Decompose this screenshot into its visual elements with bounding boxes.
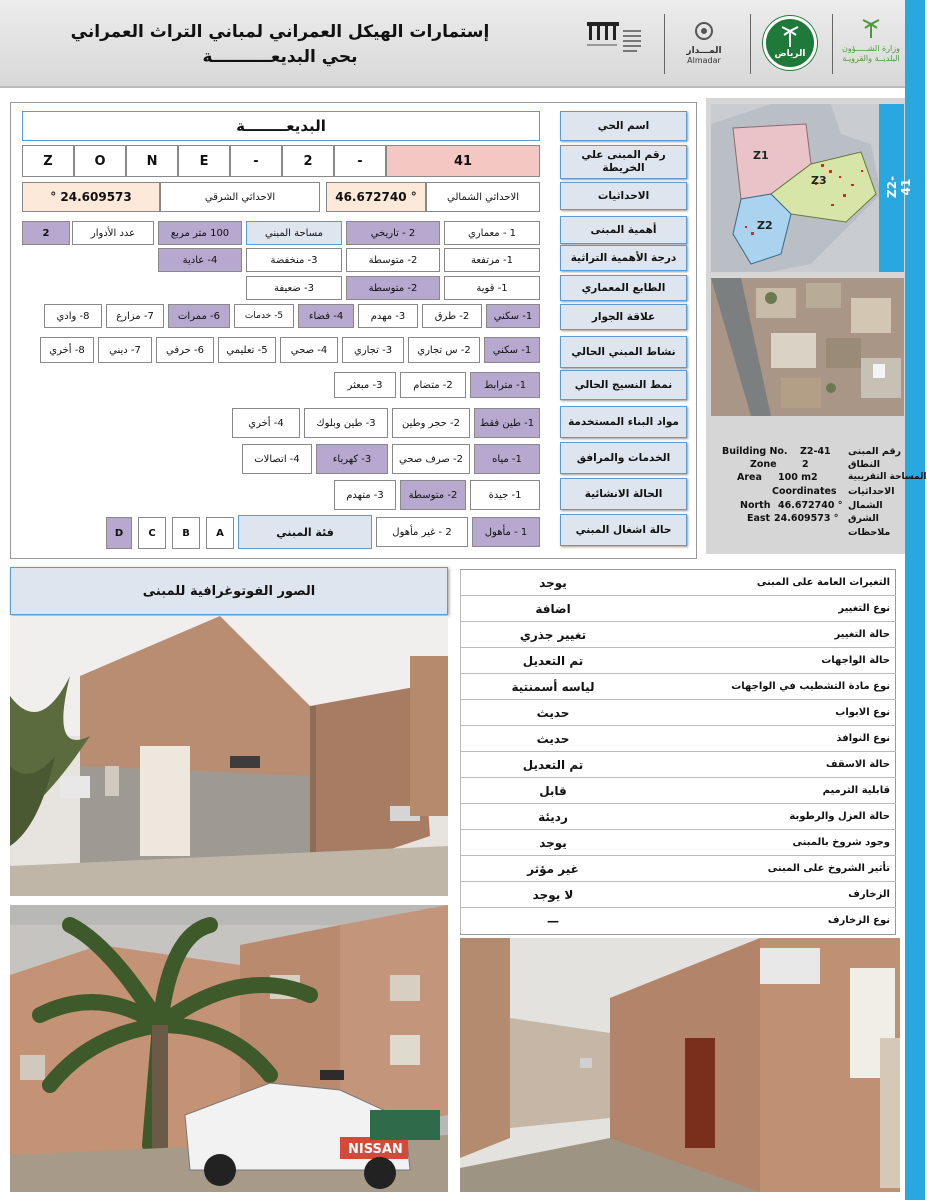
code-char: Z <box>22 145 74 177</box>
row-key: حالة العزل والرطوبة <box>789 811 890 822</box>
info-value: 24.609573 ° <box>774 513 839 524</box>
info-en-label: North <box>740 500 771 511</box>
row-value: اضافة <box>460 596 645 621</box>
code-char: N <box>126 145 178 177</box>
ministry-palm-icon <box>857 14 885 40</box>
category-option[interactable]: B <box>172 517 200 549</box>
activity-option[interactable]: 2- س تجاري <box>408 337 480 363</box>
row-key: وجود شروخ بالمبنى <box>792 837 890 848</box>
floors-value: 2 <box>22 221 70 245</box>
row-key: حالة التغيير <box>834 629 890 640</box>
area-value: 100 متر مربع <box>158 221 242 245</box>
row-key: نوع مادة التشطيب في الواجهات <box>731 681 890 692</box>
arch-option[interactable]: 2- متوسطة <box>346 276 440 300</box>
fabric-option[interactable]: 3- مبعثر <box>334 372 396 398</box>
building-photo-3-image <box>460 938 900 1192</box>
heritage-logo-icon <box>585 16 645 72</box>
table-row <box>460 830 896 856</box>
district-map-image <box>711 104 913 272</box>
photos-title: الصور الفوتوغرافية للمبنى <box>10 567 448 615</box>
map-zone-label: Z1 <box>753 149 769 162</box>
building-photo-3 <box>460 938 900 1192</box>
area-label: مساحة المبني <box>246 221 342 245</box>
info-ar-label: ملاحظات <box>848 527 891 538</box>
aerial-image <box>711 278 904 416</box>
map-zone-tag: Z2-41 <box>885 175 913 199</box>
info-value: 100 m2 <box>778 472 818 483</box>
importance-option[interactable]: 1 - معماري <box>444 221 540 245</box>
occupancy-option[interactable]: 2 - غير مأهول <box>376 517 468 547</box>
heritage-option[interactable]: 1- مرتفعة <box>444 248 540 272</box>
neighbor-option[interactable]: 2- طرق <box>422 304 482 328</box>
building-photo-1 <box>10 616 448 896</box>
table-row <box>460 856 896 882</box>
neighbor-option[interactable]: 1- سكني <box>486 304 540 328</box>
neighbor-option[interactable]: 8- وادي <box>44 304 102 328</box>
arch-option[interactable]: 3- ضعيفة <box>246 276 342 300</box>
activity-option[interactable]: 5- تعليمي <box>218 337 276 363</box>
row-key: قابلية الترميم <box>822 785 890 796</box>
info-ar-label: الشرق <box>848 513 879 524</box>
materials-option[interactable]: 4- أخري <box>232 408 300 438</box>
heritage-option[interactable]: 3- منخفضة <box>246 248 342 272</box>
page-subtitle: بحي البديعــــــــــة <box>202 47 358 67</box>
materials-option[interactable]: 3- طين وبلوك <box>304 408 388 438</box>
row-value: رديئة <box>460 804 645 829</box>
code-char: - <box>334 145 386 177</box>
info-value: 2 <box>802 459 809 470</box>
arch-option[interactable]: 1- قوية <box>444 276 540 300</box>
map-zone-label: Z3 <box>811 174 827 187</box>
riyadh-logo <box>763 16 817 70</box>
services-option[interactable]: 4- اتصالات <box>242 444 312 474</box>
logo-separator <box>750 14 751 74</box>
heritage-option[interactable]: 2- متوسطة <box>346 248 440 272</box>
services-option[interactable]: 1- مياه <box>474 444 540 474</box>
category-option[interactable]: A <box>206 517 234 549</box>
info-en-label: Area <box>737 472 762 483</box>
info-en-label: Zone <box>750 459 777 470</box>
north-value: 46.672740 ° <box>326 182 426 212</box>
building-photo-2 <box>10 905 448 1192</box>
row-key: نوع التغيير <box>838 603 890 614</box>
row-value: حديث <box>460 700 645 725</box>
row-value: يوجد <box>460 570 645 595</box>
table-row <box>460 648 896 674</box>
label-heritage-degree: درجة الأهمية التراثية <box>560 245 687 271</box>
fabric-option[interactable]: 1- مترابط <box>470 372 540 398</box>
table-row <box>460 700 896 726</box>
building-photo-2-image <box>10 905 448 1192</box>
row-value: لا يوجد <box>460 882 645 907</box>
neighbor-option[interactable]: 4- فضاء <box>298 304 354 328</box>
ministry-name: وزارة الشـــــؤون البلديــة والقرويـة <box>842 44 900 63</box>
label-neighbor: علاقة الجوار <box>560 304 687 330</box>
building-photo-1-image <box>10 616 448 896</box>
row-value: يوجد <box>460 830 645 855</box>
east-value: ° 24.609573 <box>22 182 160 212</box>
info-ar-label: الشمال <box>848 500 883 511</box>
almadar-logo-icon <box>692 20 716 42</box>
info-en-label: Building No. <box>722 446 788 457</box>
north-label: الاحداثي الشمالي <box>426 182 540 212</box>
label-condition: الحالة الانشائية <box>560 478 687 510</box>
riyadh-logo-text: الرياض <box>774 49 806 59</box>
row-value: — <box>460 908 645 933</box>
table-row <box>460 908 896 934</box>
aerial-photo <box>711 278 904 416</box>
row-value: تم التعديل <box>460 752 645 777</box>
row-key: حالة الواجهات <box>821 655 890 666</box>
table-row <box>460 674 896 700</box>
district-value: البديعــــــــة <box>22 111 540 141</box>
ministry-logo <box>842 14 900 76</box>
activity-option[interactable]: 4- صحي <box>280 337 338 363</box>
code-char: 2 <box>282 145 334 177</box>
page-header <box>0 0 905 88</box>
table-row <box>460 726 896 752</box>
almadar-logo <box>676 20 732 72</box>
logo-separator <box>664 14 665 74</box>
row-key: تأثير الشروخ على المبنى <box>767 863 890 874</box>
table-row <box>460 752 896 778</box>
info-en-label: Coordinates <box>772 486 837 497</box>
almadar-arabic: المـــدار <box>686 46 722 56</box>
east-label: الاحداثي الشرقي <box>160 182 320 212</box>
floors-label: عدد الأدوار <box>72 221 154 245</box>
table-row <box>460 804 896 830</box>
logo-separator <box>832 14 833 74</box>
materials-option[interactable]: 1- طين فقط <box>474 408 540 438</box>
label-services: الخدمات والمرافق <box>560 442 687 474</box>
services-option[interactable]: 3- كهرباء <box>316 444 388 474</box>
category-option[interactable]: D <box>106 517 132 549</box>
label-importance: أهمية المبنى <box>560 216 687 244</box>
row-value: حديث <box>460 726 645 751</box>
fabric-option[interactable]: 2- متضام <box>400 372 466 398</box>
info-value: 46.672740 ° <box>778 500 843 511</box>
district-map <box>711 104 913 272</box>
label-fabric: نمط النسيج الحالي <box>560 370 687 400</box>
page-title: إستمارات الهيكل العمراني لمباني التراث العمراني <box>70 22 490 42</box>
label-occupancy: حالة اشغال المبني <box>560 514 687 546</box>
row-value: غير مؤثر <box>460 856 645 881</box>
info-ar-label: الاحداثيات <box>848 486 895 497</box>
table-row <box>460 596 896 622</box>
info-ar-label: رقم المبنى <box>848 446 902 457</box>
row-key: التغيرات العامة على المبنى <box>756 577 890 588</box>
map-zone-label: Z2 <box>757 219 773 232</box>
category-label: فئة المبني <box>238 515 372 549</box>
code-char: - <box>230 145 282 177</box>
label-materials: مواد البناء المستخدمة <box>560 406 687 438</box>
condition-option[interactable]: 1- جيدة <box>470 480 540 510</box>
table-row <box>460 882 896 908</box>
table-row <box>460 622 896 648</box>
info-ar-label: المساحة التقريبية <box>848 472 927 482</box>
heritage-option[interactable]: 4- عادية <box>158 248 242 272</box>
table-row <box>460 778 896 804</box>
almadar-name: Almadar <box>687 56 721 65</box>
row-key: الزخارف <box>848 889 890 900</box>
row-value: تغيير جذري <box>460 622 645 647</box>
neighbor-option[interactable]: 3- مهدم <box>358 304 418 328</box>
heritage-logo <box>585 16 645 72</box>
row-value: تم التعديل <box>460 648 645 673</box>
activity-option[interactable]: 8- أخري <box>40 337 94 363</box>
neighbor-option[interactable]: 6- ممرات <box>168 304 230 328</box>
row-value: قابل <box>460 778 645 803</box>
category-option[interactable]: C <box>138 517 166 549</box>
code-char: E <box>178 145 230 177</box>
row-key: نوع الابواب <box>835 707 890 718</box>
truck-brand-text: NISSAN <box>348 1142 403 1157</box>
code-char: O <box>74 145 126 177</box>
label-coords: الاحداثيات <box>560 182 687 210</box>
row-key: نوع النوافذ <box>836 733 890 744</box>
label-activity: نشاط المبني الحالي <box>560 336 687 368</box>
neighbor-option[interactable]: 7- مزارع <box>106 304 164 328</box>
activity-option[interactable]: 1- سكني <box>484 337 540 363</box>
materials-option[interactable]: 2- حجر وطين <box>392 408 470 438</box>
code-number: 41 <box>386 145 540 177</box>
table-row <box>460 570 896 596</box>
activity-option[interactable]: 6- حرفي <box>156 337 214 363</box>
info-ar-label: النطاق <box>848 459 881 470</box>
row-value: لياسه أسمنتية <box>460 674 645 699</box>
neighbor-option[interactable]: 5- خدمات <box>234 304 294 328</box>
condition-option[interactable]: 3- متهدم <box>334 480 396 510</box>
importance-option[interactable]: 2 - تاريخي <box>346 221 440 245</box>
activity-option[interactable]: 3- تجاري <box>342 337 404 363</box>
condition-option[interactable]: 2- متوسطة <box>400 480 466 510</box>
row-key: نوع الزخارف <box>827 915 890 926</box>
services-option[interactable]: 2- صرف صحي <box>392 444 470 474</box>
palm-icon <box>766 21 814 51</box>
info-en-label: East <box>747 513 771 524</box>
label-district: اسم الحي <box>560 111 687 141</box>
activity-option[interactable]: 7- ديني <box>98 337 152 363</box>
info-value: Z2-41 <box>800 446 831 457</box>
label-building-no: رقم المبنى علي الخريطة <box>560 145 687 179</box>
row-key: حالة الاسقف <box>825 759 890 770</box>
occupancy-option[interactable]: 1 - مأهول <box>472 517 540 547</box>
label-arch-style: الطابع المعماري <box>560 275 687 301</box>
